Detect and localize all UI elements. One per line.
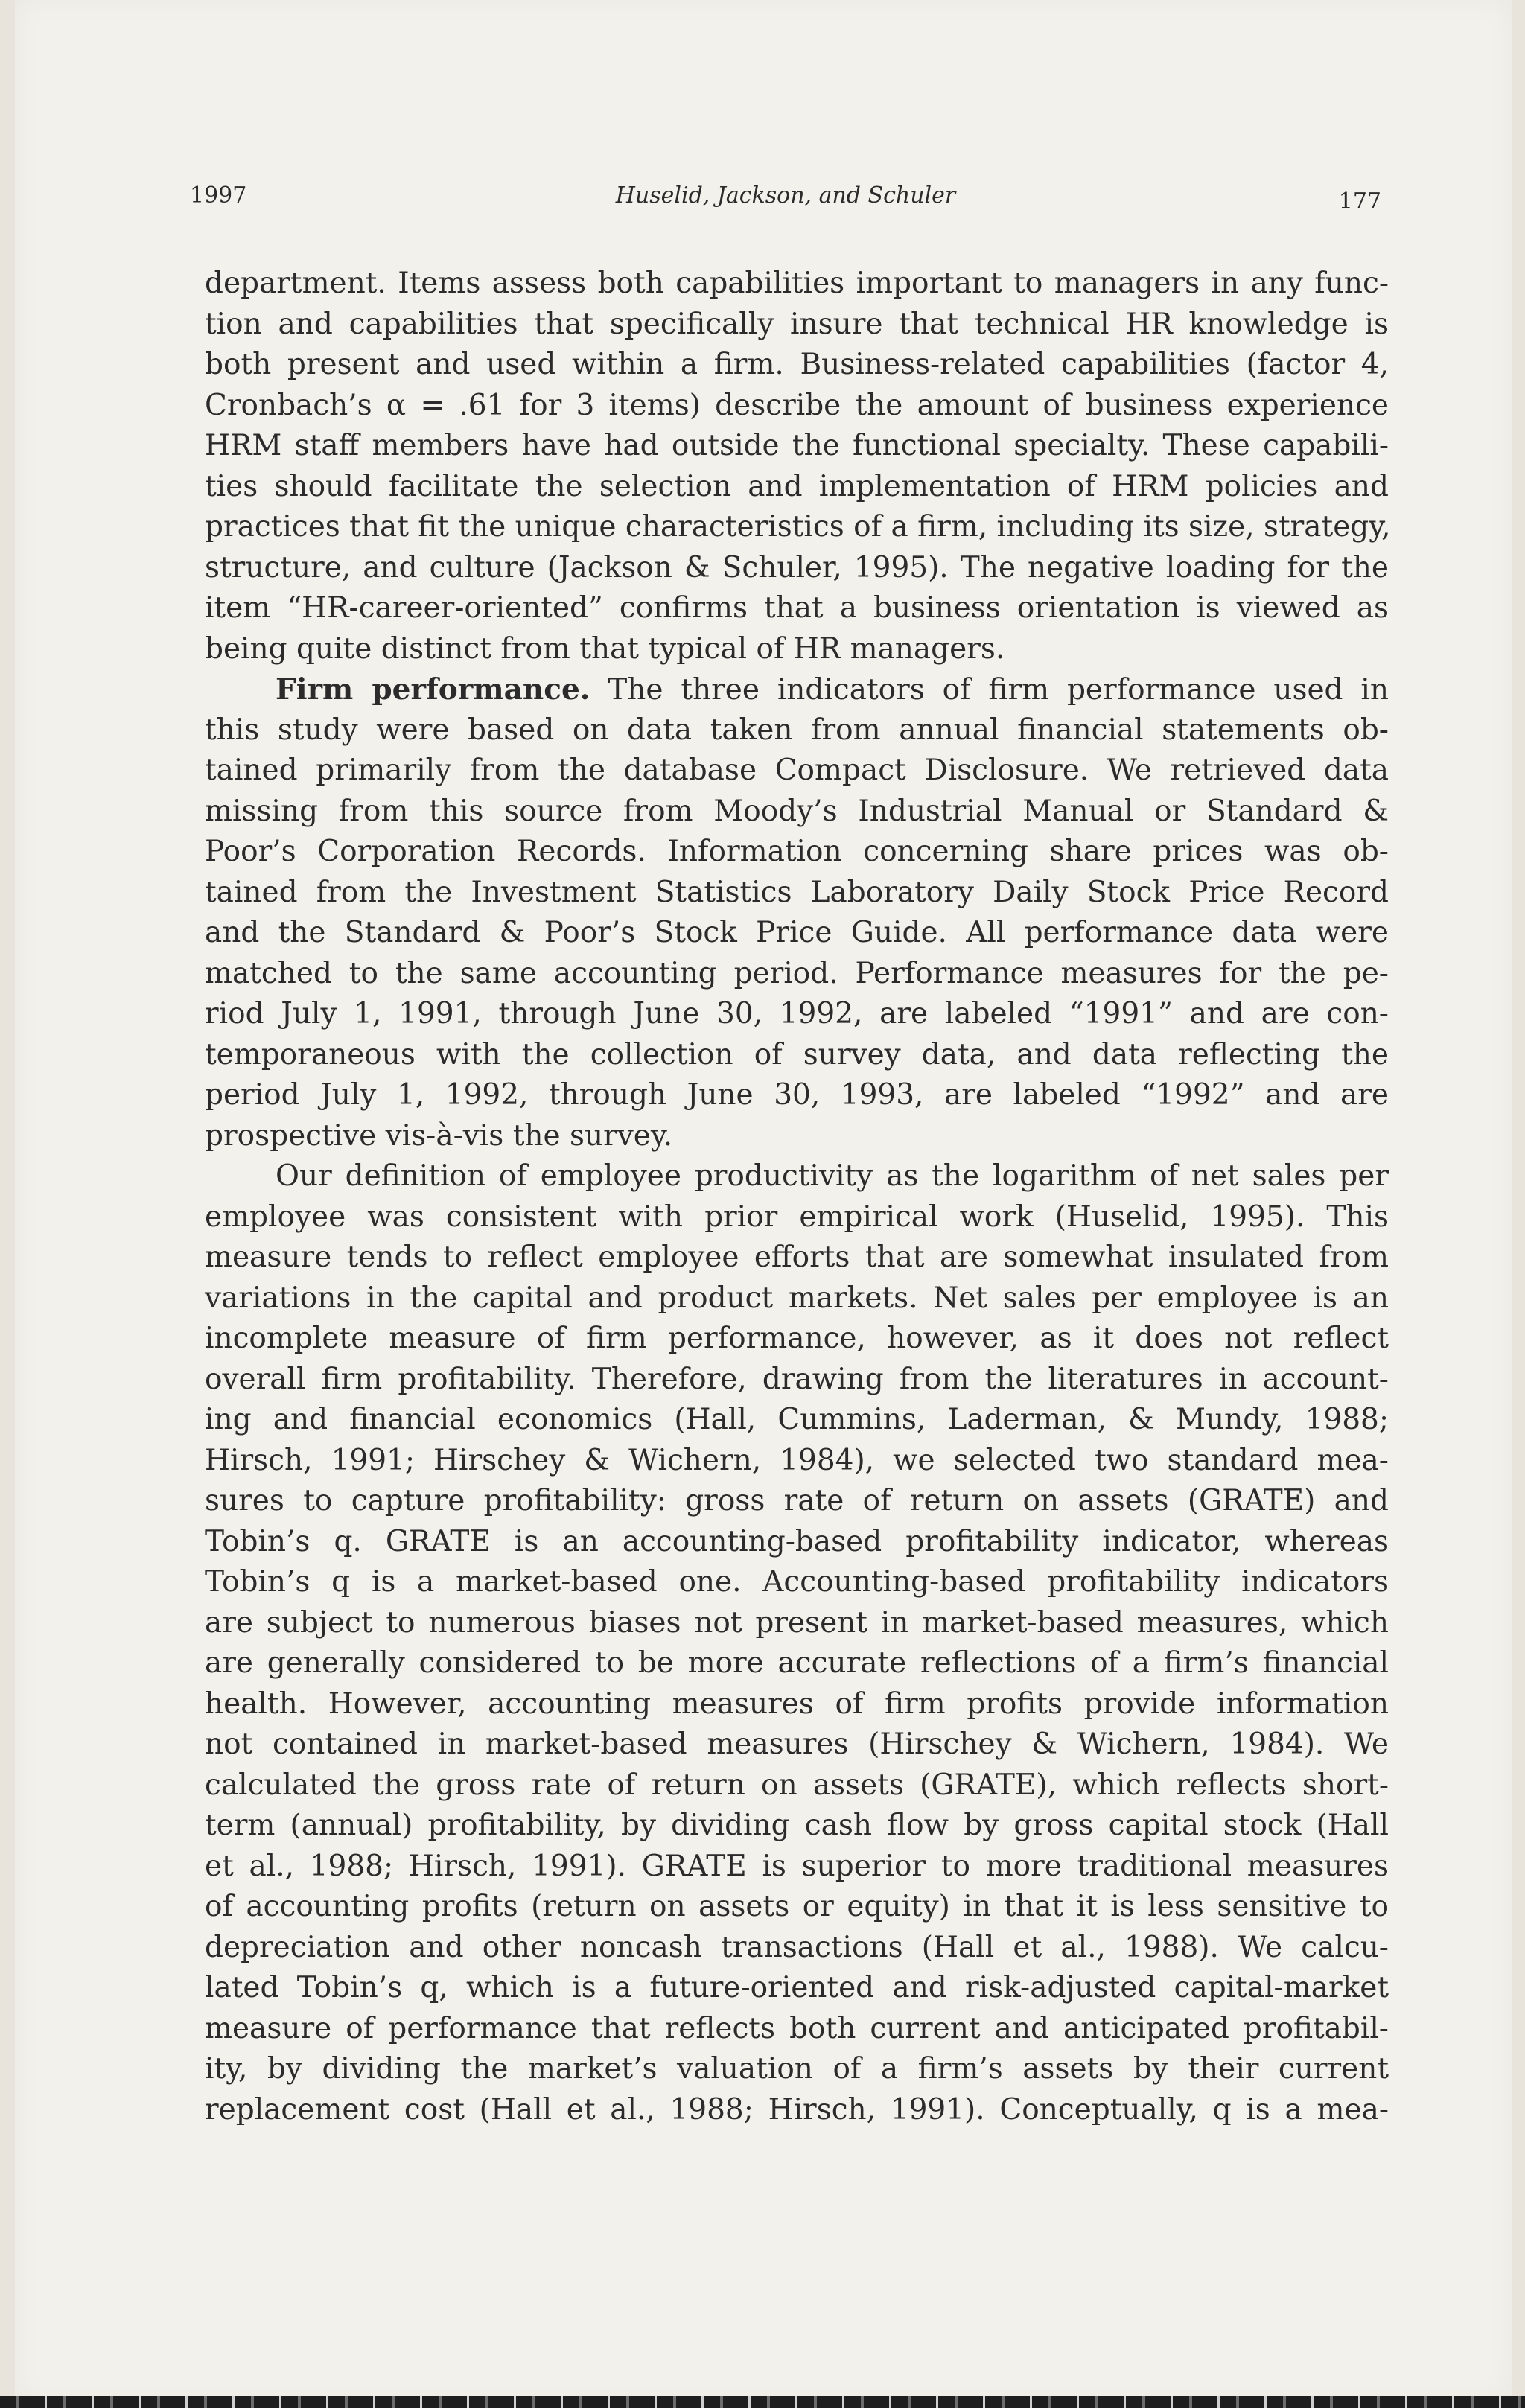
- text-line: Poor’s Corporation Records. Information concerning share prices was ob-: [205, 835, 1389, 868]
- body-text: [205, 264, 1389, 2130]
- header-year: 1997: [190, 182, 247, 208]
- running-header: [190, 182, 1381, 220]
- text-line: sures to capture profitability: gross rate of return on assets (GRATE) and: [205, 1484, 1389, 1517]
- text-line: measure of performance that reflects both current and anticipated profitabil-: [205, 2011, 1389, 2045]
- text-line: of accounting profits (return on assets or equity) in that it is less sensitive to: [205, 1890, 1389, 1923]
- paragraph: [205, 264, 1389, 669]
- text-line: are subject to numerous biases not present in market-based measures, which: [205, 1605, 1389, 1640]
- text-line: temporaneous with the collection of survey data, and data reflecting the: [205, 1037, 1389, 1071]
- text-line: health. However, accounting measures of firm profits provide information: [205, 1686, 1389, 1721]
- page-number: 177: [1338, 188, 1381, 214]
- paragraph: [205, 669, 1389, 1156]
- text-line: this study were based on data taken from annual financial statements ob-: [205, 713, 1389, 747]
- text-line: variations in the capital and product markets. Net sales per employee is an: [205, 1281, 1389, 1315]
- text-line: HRM staff members have had outside the functional specialty. These capabili-: [205, 429, 1389, 462]
- text-line: incomplete measure of firm performance, however, as it does not reflect: [205, 1322, 1389, 1355]
- text-line: matched to the same accounting period. Performance measures for the pe-: [205, 956, 1389, 990]
- document-page: [15, 0, 1512, 2399]
- text-line: not contained in market-based measures (Hirschey & Wichern, 1984). We: [205, 1727, 1389, 1761]
- text-line: missing from this source from Moody’s Industrial Manual or Standard &: [205, 794, 1389, 828]
- text-line: Tobin’s q is a market-based one. Accounting-based profitability indicators: [205, 1565, 1389, 1599]
- text-line: and the Standard & Poor’s Stock Price Guide. All performance data were: [205, 916, 1389, 949]
- section-heading: Firm performance.: [276, 672, 590, 707]
- text-line: tained primarily from the database Compact Disclosure. We retrieved data: [205, 754, 1389, 787]
- text-line: ing and financial economics (Hall, Cummins, Laderman, & Mundy, 1988;: [205, 1403, 1389, 1436]
- text-line: [205, 669, 1389, 710]
- text-line: ties should facilitate the selection and implementation of HRM policies and: [205, 469, 1389, 503]
- text-line: Hirsch, 1991; Hirschey & Wichern, 1984), we selected two standard mea-: [205, 1443, 1389, 1477]
- text-line: are generally considered to be more accurate reflections of a firm’s financial: [205, 1646, 1389, 1680]
- text-line: both present and used within a firm. Business-related capabilities (factor 4,: [205, 348, 1389, 381]
- text-line: Our definition of employee productivity as the logarithm of net sales per: [276, 1159, 1389, 1193]
- text-line: item “HR-career-oriented” confirms that a business orientation is viewed as: [205, 591, 1389, 625]
- paragraph: [205, 1156, 1389, 2130]
- text-line: tion and capabilities that specifically insure that technical HR knowledge is: [205, 307, 1389, 341]
- text-line: depreciation and other noncash transactions (Hall et al., 1988). We calcu-: [205, 1930, 1389, 1964]
- text-line: calculated the gross rate of return on assets (GRATE), which reflects short-: [205, 1768, 1389, 1802]
- text-line: department. Items assess both capabilities important to managers in any func-: [205, 267, 1389, 300]
- text-line: tained from the Investment Statistics Laboratory Daily Stock Price Record: [205, 875, 1389, 909]
- header-authors: Huselid, Jackson, and Schuler: [615, 182, 956, 208]
- text-line: practices that fit the unique characteristics of a firm, including its size, strategy,: [205, 510, 1391, 544]
- text-line: riod July 1, 1991, through June 30, 1992, are labeled “1991” and are con-: [205, 997, 1389, 1031]
- text-line: employee was consistent with prior empirical work (Huselid, 1995). This: [205, 1200, 1389, 1234]
- text-line: replacement cost (Hall et al., 1988; Hirsch, 1991). Conceptually, q is a mea-: [205, 2092, 1389, 2127]
- text-line: Cronbach’s α = .61 for 3 items) describe the amount of business experience: [205, 388, 1389, 422]
- text-line: Tobin’s q. GRATE is an accounting-based profitability indicator, whereas: [205, 1524, 1389, 1558]
- text-line: overall firm profitability. Therefore, drawing from the literatures in account-: [205, 1362, 1389, 1396]
- text-line: ity, by dividing the market’s valuation of a firm’s assets by their current: [205, 2052, 1389, 2086]
- text-line: et al., 1988; Hirsch, 1991). GRATE is superior to more traditional measures: [205, 1849, 1389, 1883]
- text-line: being quite distinct from that typical of HR managers.: [205, 631, 1005, 666]
- text-line: term (annual) profitability, by dividing cash flow by gross capital stock (Hall: [205, 1809, 1389, 1842]
- scan-edge-strip: [0, 2396, 1525, 2408]
- text-line: period July 1, 1992, through June 30, 1993, are labeled “1992” and are: [205, 1078, 1389, 1112]
- text-line-content: The three indicators of firm performance used in: [608, 673, 1389, 707]
- text-line: lated Tobin’s q, which is a future-oriented and risk-adjusted capital-market: [205, 1971, 1389, 2004]
- text-line: measure tends to reflect employee efforts that are somewhat insulated from: [205, 1240, 1389, 1274]
- text-line: structure, and culture (Jackson & Schuler, 1995). The negative loading for the: [205, 550, 1389, 585]
- text-line: prospective vis-à-vis the survey.: [205, 1118, 673, 1153]
